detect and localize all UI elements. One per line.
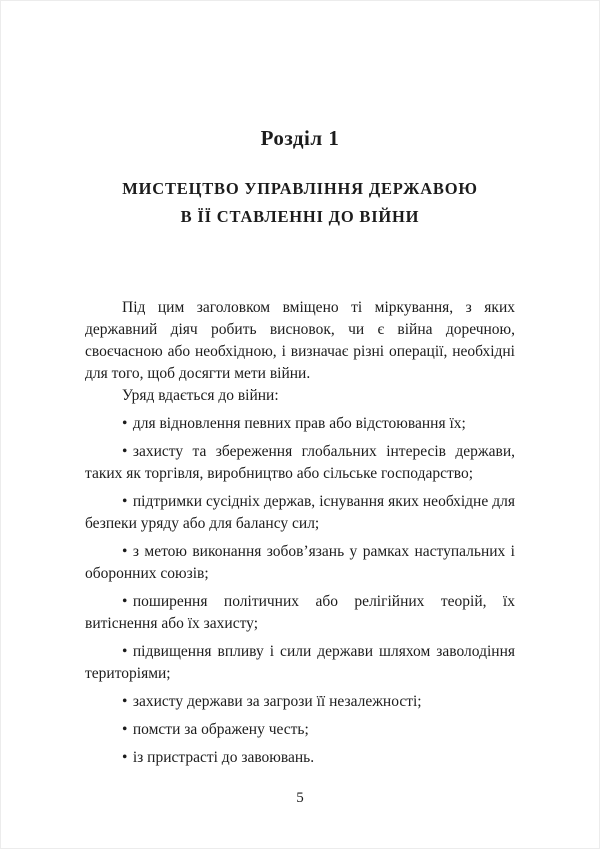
bullet-item [85,413,515,435]
bullet-marker: • [122,415,128,432]
section-title-line-2: В ЇЇ СТАВЛЕННІ ДО ВІЙНИ [180,207,420,226]
bullet-text: захисту держави за загрози її незалежності; [132,693,422,710]
paragraph-intro: Під цим заголовком вміщено ті міркування, з яких державний діяч робить висновок, чи є війна доречною, своєчасною або необхідною, і визначає різні операції, необхідні для того, щоб досягти мети війни. [85,299,515,382]
bullet-marker: • [122,721,128,738]
bullet-marker: • [122,543,128,560]
bullet-marker: • [122,593,128,610]
paragraph-lead-in: Уряд вдається до війни: [122,387,279,404]
bullet-marker: • [122,493,128,510]
bullet-item [85,691,515,713]
bullet-marker: • [122,443,128,460]
section-title-line-1: МИСТЕЦТВО УПРАВЛІННЯ ДЕРЖАВОЮ [122,179,478,198]
bullet-marker: • [122,693,128,710]
page-number: 5 [296,790,304,806]
bullet-item [85,747,515,769]
chapter-heading: Розділ 1 [260,126,340,150]
bullet-text: помсти за ображену честь; [132,721,309,738]
bullet-item [85,591,515,635]
section-title [85,175,515,231]
bullet-text: для відновлення певних прав або відстоювання їх; [132,415,466,432]
bullet-item [85,719,515,741]
bullet-text: підвищення впливу і сили держави шляхом заволодіння територіями; [85,643,515,682]
bullet-item [85,491,515,535]
bullet-text: підтримки сусідніх держав, існування яких необхідне для безпеки уряду або для балансу сил; [85,493,515,532]
bullet-marker: • [122,643,128,660]
bullet-item [85,541,515,585]
body-text [85,297,515,769]
bullet-marker: • [122,749,128,766]
bullet-text: із пристрасті до завоювань. [132,749,315,766]
bullet-text: з метою виконання зобов’язань у рамках наступальних і оборонних союзів; [85,543,515,582]
bullet-list [85,413,515,769]
bullet-text: поширення політичних або релігійних теорій, їх витіснення або їх захисту; [85,593,515,632]
bullet-item [85,641,515,685]
bullet-text: захисту та збереження глобальних інтересів держави, таких як торгівля, виробництво або сільське господарство; [85,443,515,482]
bullet-item [85,441,515,485]
